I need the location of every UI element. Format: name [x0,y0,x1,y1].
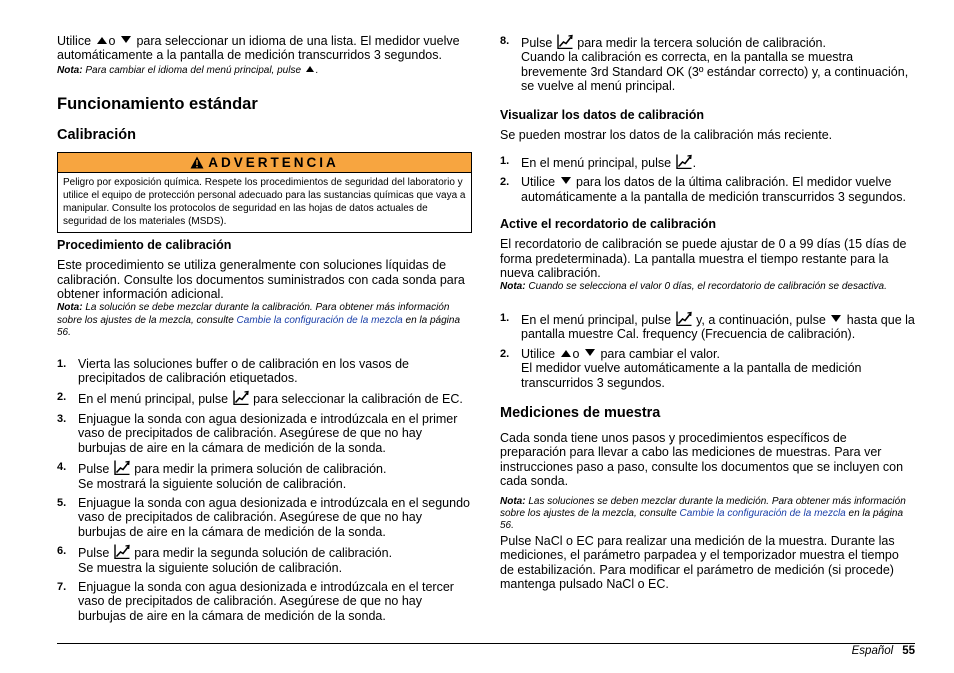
list-item [57,357,472,386]
step-text-a: Pulse [521,36,553,50]
up-arrow-icon [97,37,107,44]
samples-paragraph: Cada sonda tiene unos pasos y procedimientos específicos de preparación para llevar a cabo las mediciones de muestras. Para ver instrucciones paso a paso, consulte los documentos que se incluyen con cada sonda. [500,430,904,489]
mix-settings-link[interactable]: Cambie la configuración de la mezcla [679,507,846,519]
warning-box [57,152,472,233]
step-number: 2. [57,391,67,404]
step-text-a: Pulse [78,462,110,477]
calibration-key-icon [114,544,130,559]
samples-note [500,496,915,533]
note-text: Las soluciones se deben mezclar durante la medición. Para obtener más información sobre los ajustes de la mezcla, consulte [500,495,906,519]
warning-header [58,153,471,173]
step-text-b: para los datos de la última calibración. El medidor vuelve automáticamente a la pantalla de medición transcurridos 3 segundos. [521,175,906,204]
heading-procedimiento: Procedimiento de calibración [57,238,232,253]
list-item [500,175,915,204]
step-text-b: para seleccionar la calibración de EC. [253,392,463,407]
calibration-key-icon [676,154,692,169]
intro-note-text: Para cambiar el idioma del menú principal, pulse [85,64,302,76]
down-arrow-icon [831,315,841,322]
step-text [521,34,915,94]
heading-mediciones: Mediciones de muestra [500,404,661,421]
step-text [521,347,915,390]
step-text: Enjuague la sonda con agua desionizada e introdúzcala en el segundo vaso de precipitados de calibración. Asegúrese de que no hay burbujas de aire en la cámara de medición de la sonda. [78,495,470,539]
step-text [521,311,915,342]
step-text-b: . [692,156,697,171]
note-text: Cuando se selecciona el valor 0 días, el recordatorio de calibración se desactiva. [528,281,887,293]
down-arrow-icon [585,349,595,356]
step-number: 1. [500,155,510,168]
view-steps [500,154,915,204]
step-number: 6. [57,545,67,558]
reminder-steps [500,311,915,390]
left-column [57,34,472,623]
down-arrow-icon [121,36,131,43]
step-text-b: para medir la segunda solución de calibración. [134,546,393,561]
step-number: 1. [57,357,67,370]
step-number: 7. [57,580,67,593]
step-text [521,175,915,204]
heading-funcionamiento-estandar: Funcionamiento estándar [57,95,258,114]
step-text-c: hasta que la pantalla muestre Cal. frequency (Frecuencia de calibración). [521,312,915,342]
heading-calibracion: Calibración [57,127,136,144]
list-item [57,496,472,539]
list-item [57,390,472,406]
step-text-c: Cuando la calibración es correcta, en la pantalla se muestra brevemente 3rd Standard OK (3º estándar correcto) y, a continuación, se vuelve al menú principal. [521,50,909,94]
list-item [57,412,472,455]
list-item [57,544,472,575]
intro-text-c: para seleccionar un idioma de una lista. El medidor vuelve automáticamente a la pantalla de medición transcurridos 3 segundos. [57,34,460,63]
calibration-key-icon [676,311,692,326]
calibration-key-icon [233,390,249,405]
list-item [500,154,915,170]
mix-settings-link[interactable]: Cambie la configuración de la mezcla [236,314,403,326]
step-text-b: y, a continuación, pulse [696,312,826,327]
intro-paragraph [57,34,472,63]
procedure-note [57,302,472,339]
up-arrow-icon [561,350,571,357]
list-item [500,347,915,390]
step-text-c: Se muestra la siguiente solución de calibración. [78,560,343,575]
calibration-key-icon [114,460,130,475]
list-item [500,311,915,342]
reminder-paragraph: El recordatorio de calibración se puede ajustar de 0 a 99 días (15 días de forma predeterminada). La pantalla muestra el tiempo restante para la nueva calibración. [500,237,907,281]
warning-triangle-icon [190,156,204,169]
step-text-b: o [572,346,580,361]
step-number: 3. [57,412,67,425]
step-text: Vierta las soluciones buffer o de calibración en los vasos de precipitados de calibración etiquetados. [78,356,409,386]
step-number: 2. [500,347,510,360]
note-page-ref: en la página 56. [57,314,461,339]
step-text-a: Utilice [521,175,556,190]
list-item [57,580,472,623]
step-text-a: Pulse [78,546,110,561]
right-column [500,34,915,591]
note-page-ref: en la página 56. [500,507,904,532]
view-paragraph: Se pueden mostrar los datos de la calibración más reciente. [500,127,833,142]
note-text: La solución se debe mezclar durante la calibración. Para obtener más información sobre los ajustes de la mezcla, consulte [57,302,450,326]
step-text [521,154,915,170]
step-text [78,544,472,575]
step-number: 1. [500,311,510,324]
calibration-key-icon [557,34,573,49]
list-item [57,460,472,491]
step-number: 4. [57,461,67,474]
down-arrow-icon [561,177,571,184]
up-arrow-icon [306,66,314,72]
samples-paragraph-2: Pulse NaCl o EC para realizar una medición de la muestra. Durante las mediciones, el parámetro parpadea y el temporizador muestra el tiempo de estabilización. Para modificar el parámetro de medición (si procede) mantenga pulsado NaCl o EC. [500,533,899,591]
step-text-b: para medir la primera solución de calibración. [134,462,387,477]
step-number: 8. [500,35,510,47]
step-text-d: El medidor vuelve automáticamente a la pantalla de medición transcurridos 3 segundos. [521,361,862,390]
heading-visualizar: Visualizar los datos de calibración [500,107,705,122]
step-text-a: En el menú principal, pulse [521,156,672,171]
list-item [500,34,915,94]
intro-text-b: o [108,34,116,48]
note-label: Nota: [500,281,526,293]
intro-text-a: Utilice [57,34,92,48]
step-number: 2. [500,176,510,189]
footer-text [852,645,915,657]
footer-language: Español [851,645,894,657]
procedure-paragraph: Este procedimiento se utiliza generalmente con soluciones líquidas de calibración. Consulte los documentos suministrados con cada sonda para obtener información adicional. [57,258,465,302]
step-number: 5. [57,496,67,509]
step-text: Enjuague la sonda con agua desionizada e introdúzcala en el tercer vaso de precipitados de calibración. Asegúrese de que no hay burbujas de aire en la cámara de medición de la sonda. [78,579,454,623]
step-text-c: para cambiar el valor. [600,346,720,361]
step-text-c: Se mostrará la siguiente solución de calibración. [78,476,347,491]
step-text [78,390,472,406]
note-label: Nota: [57,302,83,314]
step-text [78,460,472,491]
page-footer [57,643,915,657]
calibration-steps [57,357,472,624]
step-text-a: En el menú principal, pulse [78,392,229,407]
page-number: 55 [902,645,915,657]
step-text-b: para medir la tercera solución de calibración. [577,36,826,50]
step-text: Enjuague la sonda con agua desionizada e introdúzcala en el primer vaso de precipitados de calibración. Asegúrese de que no hay burbujas de aire en la cámara de medición de la sonda. [78,411,458,455]
note-label: Nota: [57,64,83,76]
intro-note: Nota: Para cambiar el idioma del menú principal, pulse . [57,64,319,76]
reminder-note [500,281,915,293]
warning-text: Peligro por exposición química. Respete los procedimientos de seguridad del laboratorio y utilice el equipo de protección personal adecuado para las sustancias químicas que vaya a manipular. Consulte los protocolos de seguridad en las hojas de datos actuales de seguridad de los materiales (MSDS). [63,177,466,228]
warning-title: ADVERTENCIA [208,155,339,171]
step-text-a: En el menú principal, pulse [521,312,672,327]
step-text-a: Utilice [521,346,556,361]
heading-recordatorio: Active el recordatorio de calibración [500,217,717,232]
note-label: Nota: [500,495,526,507]
